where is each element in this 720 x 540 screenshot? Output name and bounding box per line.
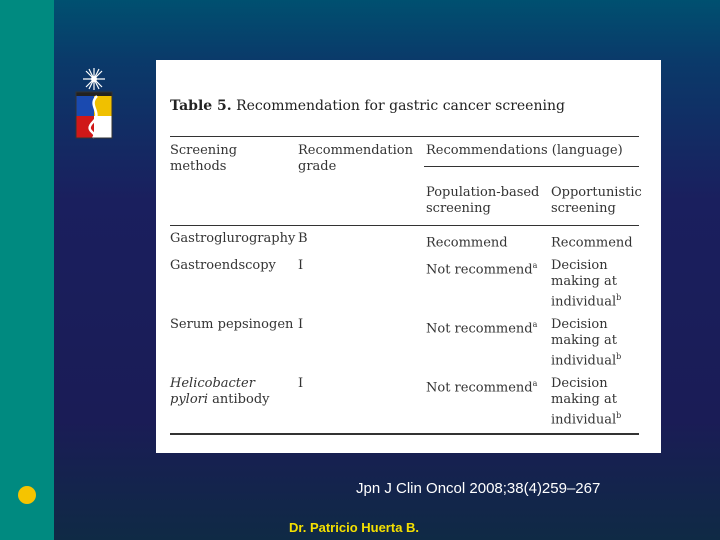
row-opportunistic: Decision making at individual$^b$	[551, 317, 622, 369]
header-bottom-rule	[170, 225, 639, 226]
row-population: Not recommend$^a$	[426, 261, 538, 278]
bullet-dot	[18, 486, 36, 504]
row-population: Not recommend$^a$	[426, 379, 538, 396]
row-grade: I	[298, 376, 304, 391]
row-opportunistic: Decision making at individual$^b$	[551, 376, 622, 428]
bottom-rule	[170, 433, 639, 435]
top-rule	[170, 136, 639, 137]
row-population: Recommend	[426, 235, 508, 251]
row-method: Gastroendscopy	[170, 258, 276, 273]
header-opportunistic: Opportunistic screening	[551, 185, 642, 216]
row-grade: I	[298, 317, 304, 332]
header-recommendation-grade: Recommendation grade	[298, 143, 413, 174]
row-opportunistic: Decision making at individual$^b$	[551, 258, 622, 310]
citation: Jpn J Clin Oncol 2008;38(4)259–267	[356, 480, 601, 497]
row-population: Not recommend$^a$	[426, 320, 538, 337]
row-method: Serum pepsinogen	[170, 317, 294, 332]
left-accent-bar	[0, 0, 54, 540]
author-name: Dr. Patricio Huerta B.	[289, 520, 420, 535]
row-grade: B	[298, 231, 308, 246]
row-opportunistic: Recommend	[551, 235, 633, 251]
table-title-text: Recommendation for gastric cancer screening	[236, 98, 565, 114]
university-crest-logo	[73, 66, 115, 142]
header-screening-methods: Screening methods	[170, 143, 238, 174]
row-method: Gastroglurography	[170, 231, 296, 246]
row-grade: I	[298, 258, 304, 273]
header-sub-rule	[424, 166, 639, 167]
table-number: Table 5.	[170, 98, 232, 114]
header-recommendations: Recommendations (language)	[426, 143, 623, 158]
table-card	[156, 60, 661, 453]
row-method: Helicobacter pylori antibody	[170, 376, 270, 407]
header-population-based: Population-based screening	[426, 185, 540, 216]
table-title	[170, 98, 565, 114]
